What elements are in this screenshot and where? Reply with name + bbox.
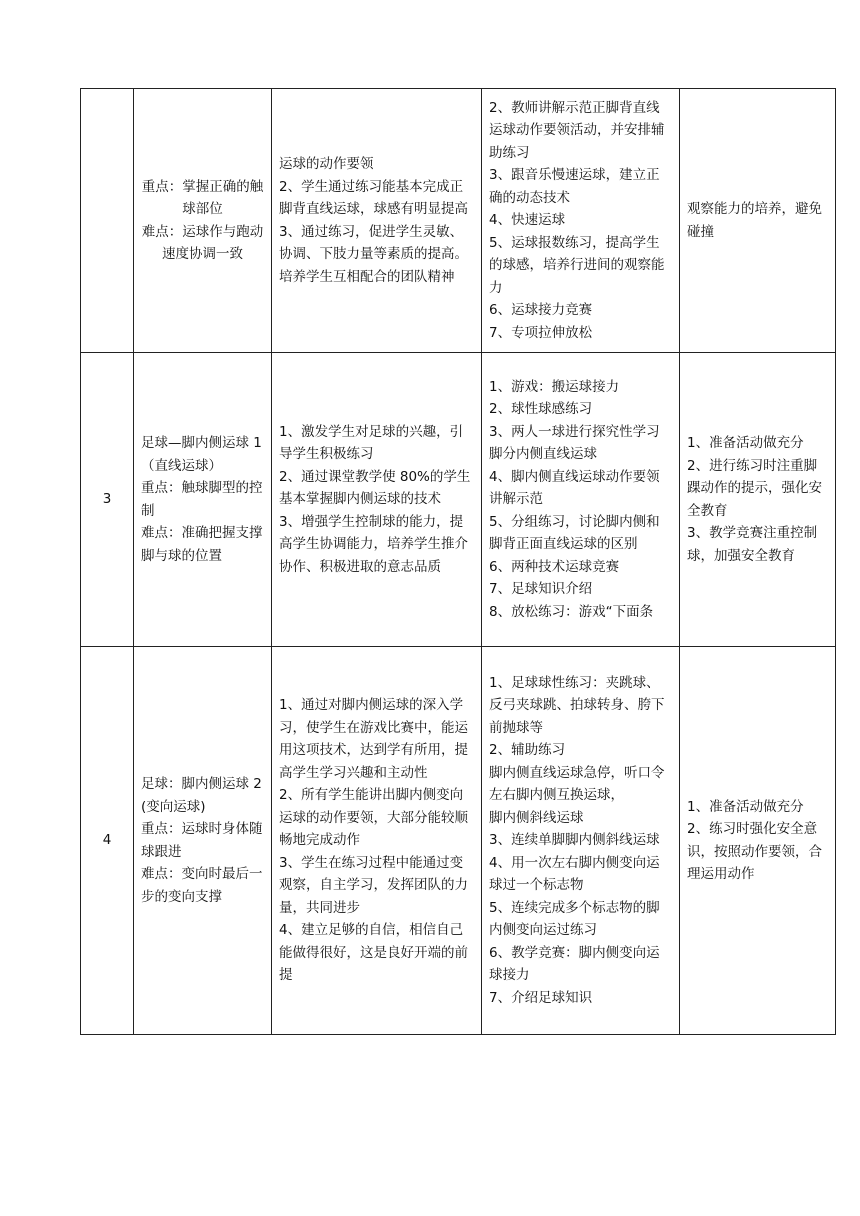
content-line: 重点：触球脚型的控制 [141, 480, 263, 519]
lesson-number: 3 [102, 491, 112, 508]
lesson-activities-cell [482, 647, 680, 1035]
content-line: 重点：运球时身体随球跟进 [141, 821, 263, 860]
objective-line: 1、激发学生对足球的兴趣，引导学生积极练习 [279, 423, 464, 463]
activity-line: 1、游戏：搬运球接力 [489, 378, 620, 395]
activity-line: 2、辅助练习 [489, 742, 566, 759]
lesson-plan-table [80, 88, 836, 1035]
lesson-content-cell [134, 647, 272, 1035]
objective-line: 3、通过练习，促进学生灵敏、协调、下肢力量等素质的提高。培养学生互相配合的团队精神 [279, 223, 468, 285]
objective-line: 3、学生在练习过程中能通过变观察，自主学习，发挥团队的力量，共同进步 [279, 854, 468, 916]
activity-line: 2、球性球感练习 [489, 401, 593, 418]
lesson-objectives-cell [272, 89, 482, 353]
activity-line: 脚内侧直线运球急停，听口令左右脚内侧互换运球， [489, 764, 665, 804]
lesson-objectives-cell [272, 353, 482, 647]
note-line: 观察能力的培养，避免碰撞 [687, 201, 822, 240]
activity-line: 2、教师讲解示范正脚背直线运球动作要领活动，并安排辅助练习 [489, 99, 665, 161]
table-row [81, 353, 836, 647]
lesson-notes-cell [680, 647, 836, 1035]
objective-line: 1、通过对脚内侧运球的深入学习，使学生在游戏比赛中，能运用这项技术，达到学有所用，提高学生学习兴趣和主动性 [279, 697, 468, 781]
content-line: 难点：变向时最后一步的变向支撑 [141, 866, 263, 905]
activity-line: 1、足球球性练习：夹跳球、反弓夹球跳、拍球转身、胯下前抛球等 [489, 674, 665, 736]
activity-line: 3、连续单脚脚内侧斜线运球 [489, 832, 660, 849]
content-line: 足球：脚内侧运球 2(变向运球) [141, 776, 262, 815]
activity-line: 7、介绍足球知识 [489, 989, 593, 1006]
objective-line: 2、所有学生能讲出脚内侧变向运球的动作要领，大部分能较顺畅地完成动作 [279, 787, 468, 849]
lesson-content-cell [134, 89, 272, 353]
lesson-number: 4 [102, 832, 112, 849]
content-line: 重点：掌握正确的触球部位 [141, 178, 264, 217]
note-line: 1、准备活动做充分 [687, 798, 804, 815]
table-row [81, 647, 836, 1035]
note-line: 1、准备活动做充分 [687, 435, 804, 451]
lesson-number-cell [81, 353, 134, 647]
note-line: 2、进行练习时注重脚踝动作的提示，强化安全教育 [687, 457, 822, 519]
activity-line: 4、用一次左右脚内侧变向运球过一个标志物 [489, 854, 660, 894]
activity-line: 3、两人一球进行探究性学习脚分内侧直线运球 [489, 423, 660, 463]
objective-line: 2、通过课堂教学使 80%的学生基本掌握脚内侧运球的技术 [279, 468, 471, 508]
activity-line: 4、脚内侧直线运球动作要领讲解示范 [489, 468, 660, 508]
activity-line: 7、足球知识介绍 [489, 581, 593, 598]
content-line: 足球—脚内侧运球 1（直线运球） [141, 435, 262, 474]
objective-line: 运球的动作要领 [279, 156, 374, 172]
objective-line: 2、学生通过练习能基本完成正脚背直线运球，球感有明显提高 [279, 178, 468, 217]
lesson-notes-cell [680, 89, 836, 353]
activity-line: 5、连续完成多个标志物的脚内侧变向运过练习 [489, 899, 660, 939]
lesson-number-cell [81, 89, 134, 353]
activity-line: 5、分组练习，讨论脚内侧和脚背正面直线运球的区别 [489, 513, 660, 553]
activity-line: 3、跟音乐慢速运球，建立正确的动态技术 [489, 167, 660, 206]
content-line: 难点：运球作与跑动速度协调一致 [141, 223, 264, 262]
activity-line: 7、专项拉伸放松 [489, 324, 593, 341]
activity-line: 4、快速运球 [489, 212, 566, 229]
activity-line: 5、运球报数练习，提高学生的球感，培养行进间的观察能力 [489, 234, 665, 296]
content-line: 难点：准确把握支撑脚与球的位置 [141, 525, 263, 564]
lesson-number-cell [81, 647, 134, 1035]
activity-line: 6、教学竞赛：脚内侧变向运球接力 [489, 944, 660, 984]
note-line: 3、教学竞赛注重控制球，加强安全教育 [687, 525, 818, 564]
lesson-activities-cell [482, 353, 680, 647]
table-row [81, 89, 836, 353]
note-line: 2、练习时强化安全意识，按照动作要领，合理运用动作 [687, 821, 822, 882]
objective-line: 3、增强学生控制球的能力，提高学生协调能力，培养学生推介协作、积极进取的意志品质 [279, 513, 468, 575]
objective-line: 4、建立足够的自信，相信自己能做得很好，这是良好开端的前提 [279, 922, 468, 984]
lesson-activities-cell [482, 89, 680, 353]
activity-line: 6、两种技术运球竞赛 [489, 558, 620, 575]
activity-line: 脚内侧斜线运球 [489, 809, 584, 826]
activity-line: 8、放松练习：游戏“下面条 [489, 603, 654, 620]
lesson-content-cell [134, 353, 272, 647]
lesson-notes-cell [680, 353, 836, 647]
activity-line: 6、运球接力竞赛 [489, 302, 593, 319]
lesson-objectives-cell [272, 647, 482, 1035]
